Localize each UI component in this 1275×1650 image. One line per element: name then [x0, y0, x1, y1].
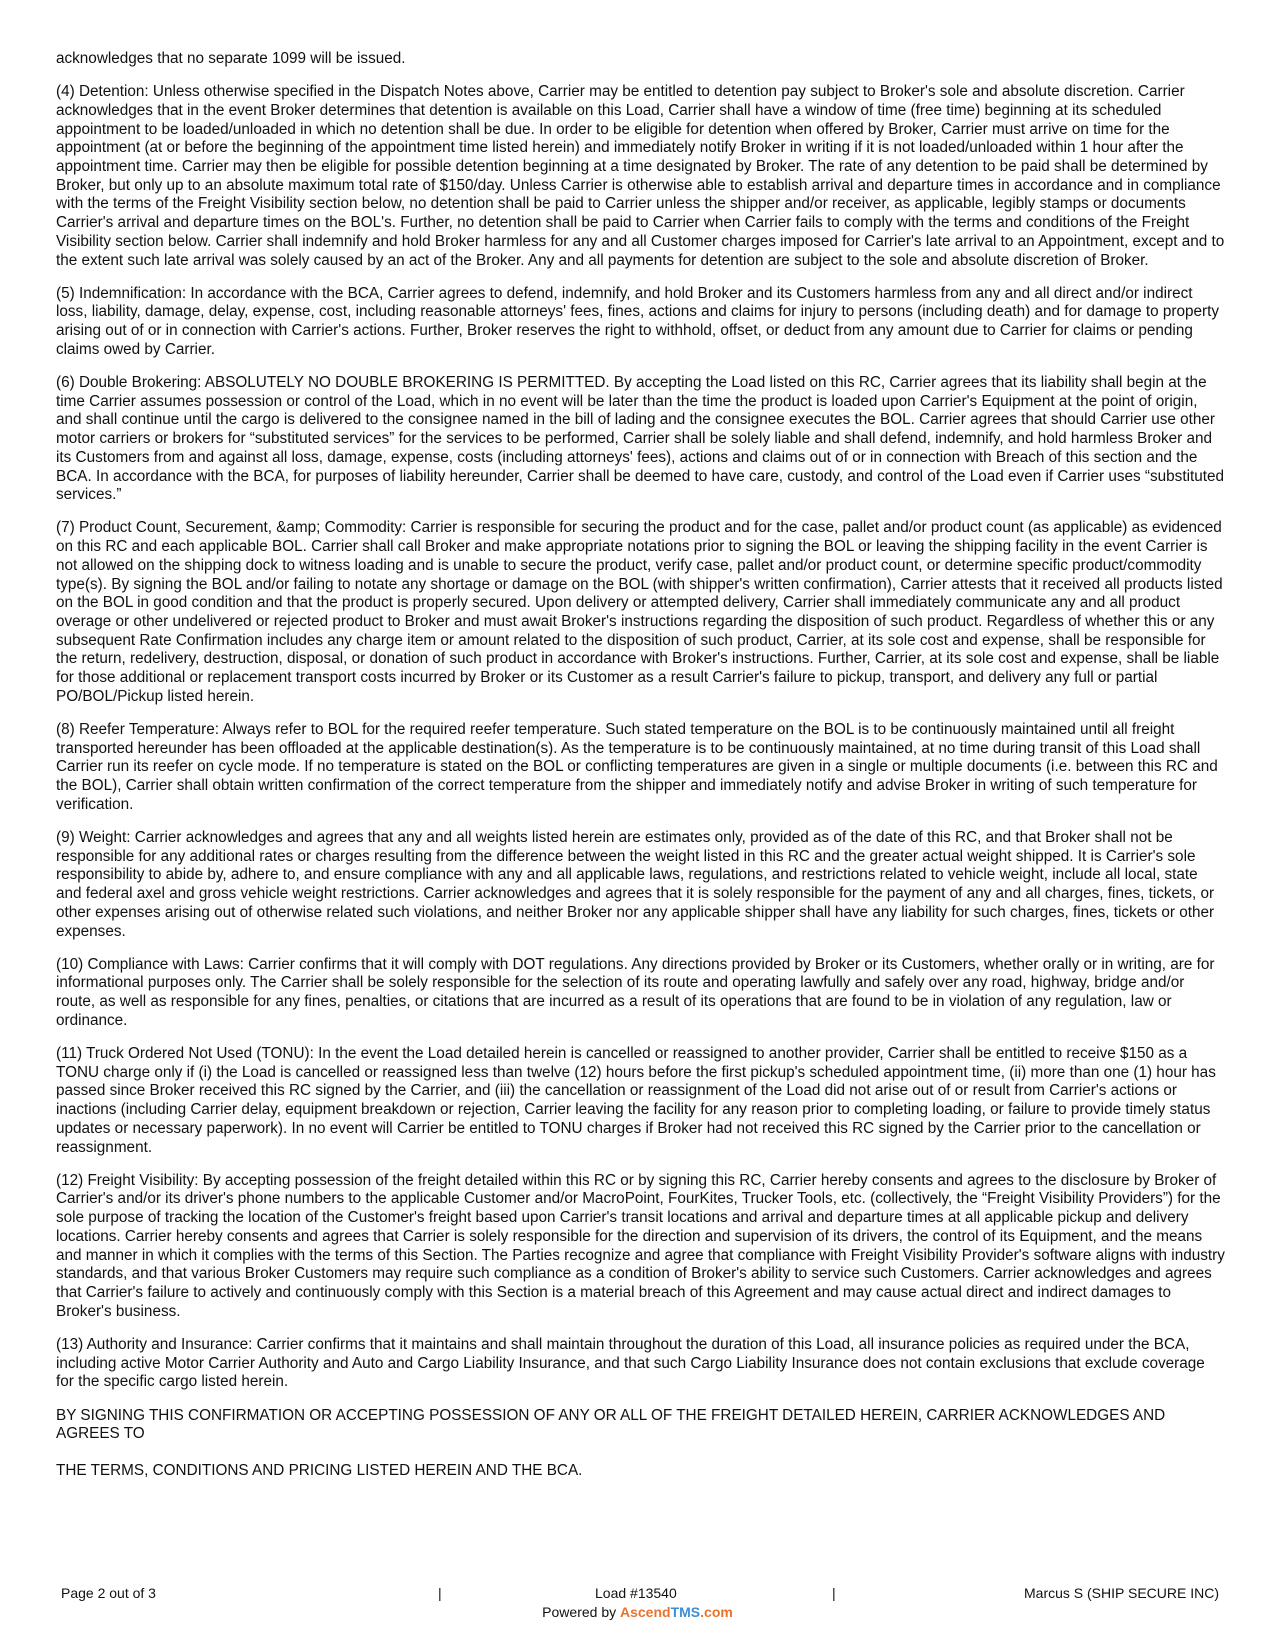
- paragraph-tonu: (11) Truck Ordered Not Used (TONU): In the event the Load detailed herein is cancelled or reassigned to another provider, Carrier shall be entitled to receive $150 as a TONU charge only if (i) the Load is cancelled or reassigned less than twelve (12) hours before the first pickup's scheduled appointment time, (ii) more than one (1) hour has passed since Broker received this RC signed by the Carrier, and (iii) the cancellation or reassignment of the Load did not arise out of or result from Carrier's actions or inactions (including Carrier delay, equipment breakdown or rejection, Carrier leaving the facility for any reason prior to completing loading, or failure to provide timely status updates or necessary paperwork). In no event will Carrier be entitled to TONU charges if Broker had not received this RC signed by the Carrier prior to the cancellation or reassignment.: [56, 1045, 1216, 1156]
- footer-separator: |: [832, 1585, 836, 1601]
- page-footer: [0, 1584, 1275, 1624]
- brand-logo-ascend: Ascend: [620, 1604, 671, 1620]
- paragraph-weight: (9) Weight: Carrier acknowledges and agrees that any and all weights listed herein are estimates only, provided as of the date of this RC, and that Broker shall not be responsible for any additional rates or charges resulting from the difference between the weight listed in this RC and the greater actual weight shipped. It is Carrier's sole responsibility to abide by, adhere to, and ensure compliance with any and all applicable laws, regulations, and restrictions related to vehicle weight, include all local, state and federal axel and gross vehicle weight restrictions. Carrier acknowledges and agrees that it is solely responsible for the payment of any and all charges, fines, tickets, or other expenses arising out of otherwise related such violations, and neither Broker nor any applicable shipper shall have any liability for such charges, fines, tickets or other expenses.: [56, 829, 1215, 940]
- paragraph-detention: (4) Detention: Unless otherwise specified in the Dispatch Notes above, Carrier may be entitled to detention pay subject to Broker's sole and absolute discretion. Carrier acknowledges that in the event Broker determines that detention is available on this Load, Carrier shall have a window of time (free time) beginning at its scheduled appointment to be loaded/unloaded in which no detention shall be due. In order to be eligible for detention when offered by Broker, Carrier must arrive on time for the appointment (at or before the beginning of the appointment time listed herein) and immediately notify Broker in writing if it is not loaded/unloaded within 1 hour after the appointment time. Carrier may then be eligible for possible detention beginning at a time designated by Broker. The rate of any detention to be paid shall be determined by Broker, but only up to an absolute maximum total rate of $150/day. Unless Carrier is otherwise able to establish arrival and departure times in accordance and in compliance with the terms of the Freight Visibility section below, no detention shall be paid to Carrier unless the shipper and/or receiver, as applicable, legibly stamps or documents Carrier's arrival and departure times on the BOL's. Further, no detention shall be paid to Carrier when Carrier fails to comply with the terms and conditions of the Freight Visibility section below. Carrier shall indemnify and hold Broker harmless for any and all Customer charges imposed for Carrier's late arrival to an Appointment, except and to the extent such late arrival was solely caused by an act of the Broker. Any and all payments for detention are subject to the sole and absolute discretion of Broker.: [56, 83, 1225, 269]
- paragraph-indemnification: (5) Indemnification: In accordance with the BCA, Carrier agrees to defend, indemnify, and hold Broker and its Customers harmless from any and all direct and/or indirect loss, liability, damage, delay, expense, cost, including reasonable attorneys' fees, fines, actions and claims for injury to persons (including death) and for damage to property arising out of or in connection with Carrier's actions. Further, Broker reserves the right to withhold, offset, or deduct from any amount due to Carrier for claims or pending claims owed by Carrier.: [56, 284, 1220, 358]
- paragraph-compliance: (10) Compliance with Laws: Carrier confirms that it will comply with DOT regulations. Any directions provided by Broker or its Customers, whether orally or in writing, are for informational purposes only. The Carrier shall be solely responsible for the selection of its route and operating lawfully and safely over any road, highway, bridge and/or route, as well as responsible for any fines, penalties, or citations that are incurred as a result of its operations that are found to be in violation of any regulation, law or ordinance.: [56, 955, 1215, 1029]
- powered-by-label: Powered by: [542, 1604, 620, 1620]
- paragraph-terms-pricing: THE TERMS, CONDITIONS AND PRICING LISTED HEREIN AND THE BCA.: [56, 1461, 583, 1479]
- paragraph-acknowledgement: BY SIGNING THIS CONFIRMATION OR ACCEPTING POSSESSION OF ANY OR ALL OF THE FREIGHT DETAILED HEREIN, CARRIER ACKNOWLEDGES AND AGREES TO: [56, 1406, 1166, 1443]
- paragraph-1099-note: acknowledges that no separate 1099 will be issued.: [56, 50, 406, 67]
- paragraph-double-brokering: (6) Double Brokering: ABSOLUTELY NO DOUBLE BROKERING IS PERMITTED. By accepting the Load listed on this RC, Carrier agrees that its liability shall begin at the time Carrier assumes possession or control of the Load, which in no event will be later than the time the product is loaded upon Carrier's Equipment at the point of origin, and shall continue until the cargo is delivered to the consignee named in the bill of lading and the consignee executes the BOL. Carrier agrees that should Carrier use other motor carriers or brokers for “substituted services” for the services to be performed, Carrier shall be solely liable and shall defend, indemnify, and hold harmless Broker and its Customers from and against all loss, damage, expense, costs (including attorneys' fees), actions and claims out of or in connection with Breach of this section and the BCA. In accordance with the BCA, for purposes of liability hereunder, Carrier shall be deemed to have care, custody, and control of the Load even if Carrier uses “substituted services.”: [56, 374, 1225, 504]
- carrier-name: Marcus S (SHIP SECURE INC): [1024, 1585, 1219, 1601]
- powered-by: [0, 1603, 1275, 1621]
- rate-confirmation-terms: [56, 50, 1226, 1495]
- paragraph-authority-insurance: (13) Authority and Insurance: Carrier confirms that it maintains and shall maintain throughout the duration of this Load, all insurance policies as required under the BCA, including active Motor Carrier Authority and Auto and Cargo Liability Insurance, and that such Cargo Liability Insurance does not contain exclusions that exclude coverage for the specific cargo listed herein.: [56, 1335, 1205, 1391]
- paragraph-product-count: (7) Product Count, Securement, &amp; Commodity: Carrier is responsible for securing the product and for the case, pallet and/or product count (as applicable) as evidenced on this RC and each applicable BOL. Carrier shall call Broker and make appropriate notations prior to signing the BOL or leaving the shipping facility in the event Carrier is not allowed on the shipping dock to witness loading and is unable to secure the product, verify case, pallet and/or product count, or determine specific product/commodity type(s). By signing the BOL and/or failing to notate any shortage or damage on the BOL (with shipper's written confirmation), Carrier attests that it received all products listed on the BOL in good condition and that the product is properly secured. Upon delivery or attempted delivery, Carrier shall immediately communicate any and all product overage or other undelivered or rejected product to Broker and must await Broker's instructions regarding the disposition of such product. Regardless of whether this or any subsequent Rate Confirmation includes any charge item or amount related to the disposition of such product, Carrier, at its sole cost and expense, shall be responsible for the return, redelivery, destruction, disposal, or donation of such product in accordance with Broker's instructions. Further, Carrier, at its sole cost and expense, shall be liable for those additional or replacement transport costs incurred by Broker or its Customer as a result Carrier's failure to pickup, transport, and delivery any full or partial PO/BOL/Pickup listed herein.: [56, 519, 1223, 705]
- brand-logo-tms: TMS: [670, 1604, 701, 1620]
- paragraph-freight-visibility: (12) Freight Visibility: By accepting possession of the freight detailed within this RC or by signing this RC, Carrier hereby consents and agrees to the disclosure by Broker of Carrier's and/or its driver's phone numbers to the applicable Customer and/or MacroPoint, FourKites, Trucker Tools, etc. (collectively, the “Freight Visibility Providers”) for the sole purpose of tracking the location of the Customer's freight based upon Carrier's transit locations and arrival and departure times at all applicable pickup and delivery locations. Carrier hereby consents and agrees that Carrier is solely responsible for the direction and supervision of its drivers, the control of its Equipment, and the means and manner in which it complies with the terms of this Section. The Parties recognize and agree that compliance with Freight Visibility Provider's software aligns with industry standards, and that various Broker Customers may require such compliance as a condition of Broker's ability to service such Customers. Carrier acknowledges and agrees that Carrier's failure to actively and continuously comply with this Section is a material breach of this Agreement and may cause actual direct and indirect damages to Broker's business.: [56, 1171, 1225, 1320]
- page-number: Page 2 out of 3: [61, 1585, 156, 1601]
- footer-separator: |: [438, 1585, 442, 1601]
- load-number: Load #13540: [595, 1585, 677, 1601]
- paragraph-reefer-temperature: (8) Reefer Temperature: Always refer to BOL for the required reefer temperature. Such stated temperature on the BOL is to be continuously maintained until all freight transported hereunder has been offloaded at the applicable destination(s). As the temperature is to be continuously maintained, at no time during transit of this Load shall Carrier run its reefer on cycle mode. If no temperature is stated on the BOL or conflicting temperatures are given in a single or multiple documents (i.e. between this RC and the BOL), Carrier shall obtain written confirmation of the correct temperature from the shipper and immediately notify and advise Broker in writing of such temperature for verification.: [56, 721, 1218, 813]
- brand-logo-com: .com: [700, 1604, 733, 1620]
